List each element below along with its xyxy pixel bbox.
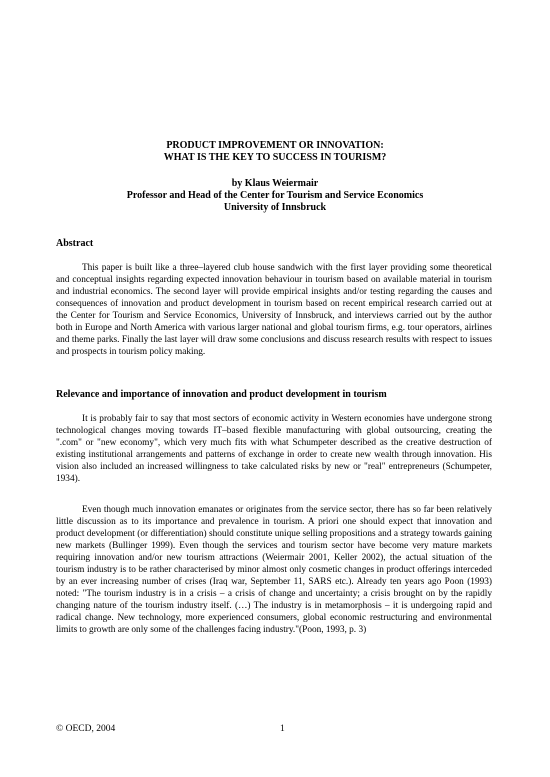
- relevance-paragraph-2: Even though much innovation emanates or originates from the service sector, there has so far been relatively little discussion as to its importance and prevalence in tourism. A priori one should expect that innovation and product development (or differentiation) should constitute unique selling propositions and a strategy towards gaining new markets (Bullinger 1999). Even though the services and tourism sector have become very mature markets requiring innovation and/or new tourism attractions (Weiermair 2001, Keller 2002), the actual situation of the tourism industry is to be rather characterised by minor almost only cosmetic changes in product offerings interceded by an ever increasing number of crises (Iraq war, September 11, SARS etc.). Already ten years ago Poon (1993) noted: "The tourism industry is in a crisis – a crisis of change and uncertainty; a crisis brought on by the rapidly changing nature of the tourism industry itself. (…) The industry is in metamorphosis – it is undergoing rapid and radical change. New technology, more experienced consumers, global economic restructuring and environmental limits to growth are only some of the challenges facing industry."(Poon, 1993, p. 3): [56, 505, 492, 635]
- title-line-2: WHAT IS THE KEY TO SUCCESS IN TOURISM?: [163, 152, 387, 163]
- footer-copyright: © OECD, 2004: [56, 724, 116, 734]
- title-line-1: PRODUCT IMPROVEMENT OR INNOVATION:: [166, 140, 384, 151]
- abstract-heading: Abstract: [56, 238, 94, 249]
- page-number: 1: [280, 724, 285, 734]
- author-affiliation: University of Innsbruck: [223, 202, 327, 213]
- abstract-paragraph: This paper is built like a three–layered club house sandwich with the first layer providing some theoretical and conceptual insights regarding expected innovation behaviour in tourism based on available material in tourism and industrial economics. The second layer will provide empirical insights and/or testing regarding the causes and consequences of innovation and product development in tourism based on recent empirical research carried out at the Center for Tourism and Service Economics, University of Innsbruck, and interviews carried out by the author both in Europe and North America with various larger national and global tourism firms, e.g. tour operators, airlines and theme parks. Finally the last layer will draw some conclusions and discuss research results with respect to issues and prospects in tourism policy making.: [56, 263, 492, 357]
- author-position: Professor and Head of the Center for Tourism and Service Economics: [126, 190, 424, 201]
- author-name: by Klaus Weiermair: [231, 178, 319, 189]
- relevance-heading: Relevance and importance of innovation and product development in tourism: [56, 389, 387, 400]
- relevance-paragraph-1: It is probably fair to say that most sectors of economic activity in Western economies have undergone strong technological changes moving towards IT–based flexible manufacturing with global outsourcing, creating the ".com" or "new economy", which very much fits with what Schumpeter described as the creative destruction of existing institutional arrangements and patterns of exchange in order to create new wealth through innovation. His vision also included an increased willingness to take calculated risks by new or "real" entrepreneurs (Schumpeter, 1934).: [56, 414, 492, 484]
